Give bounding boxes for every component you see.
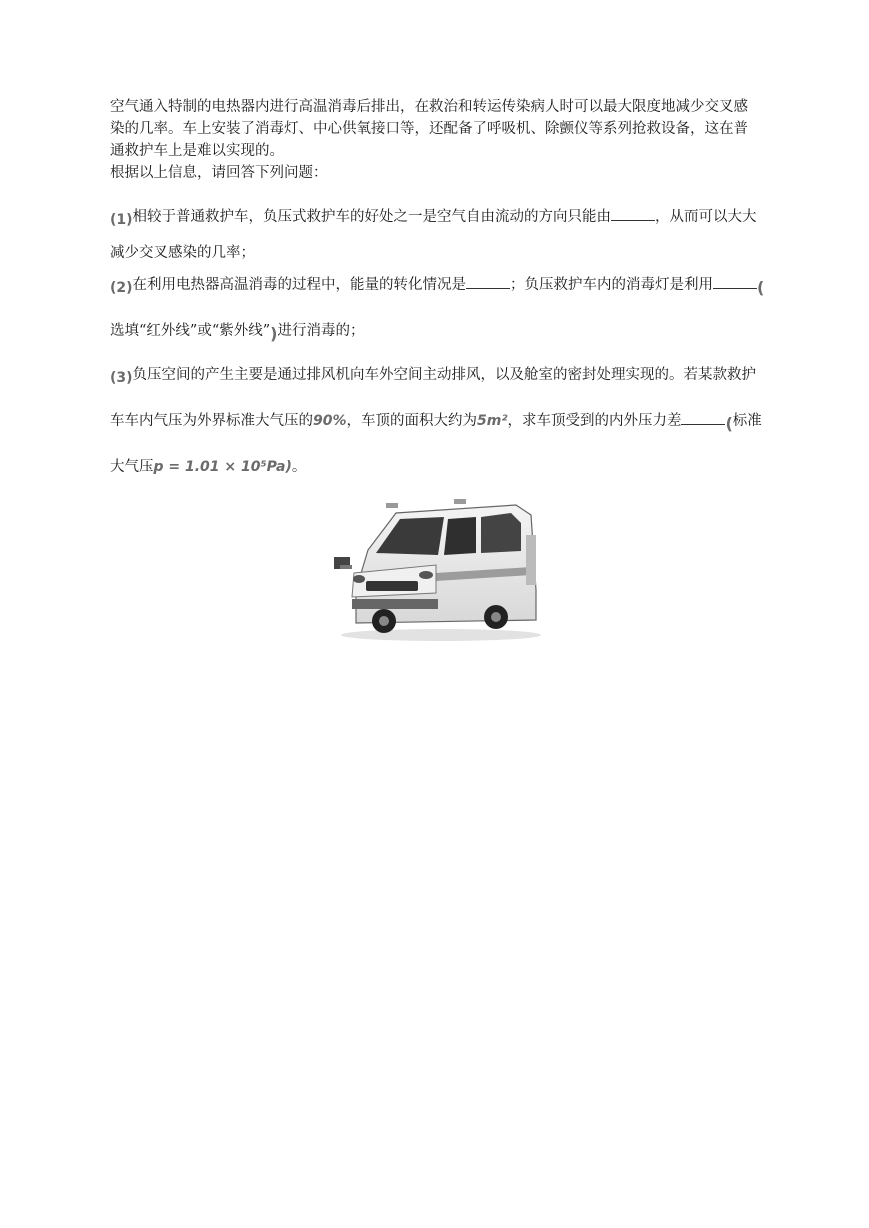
question-1-line-2: 减少交叉感染的几率； [110, 245, 255, 261]
question-2-line-2 [110, 320, 790, 345]
open-paren: ( [757, 278, 765, 297]
intro-line-1: 空气通入特制的电热器内进行高温消毒后排出，在救治和转运传染病人时可以最大限度地减少交叉感 [110, 99, 748, 115]
question-3-text-e: 标准 [732, 413, 762, 429]
intro-line-3: 通救护车上是难以实现的。 [110, 143, 284, 159]
question-2-text-a: 在利用电热器高温消毒的过程中，能量的转化情况是 [132, 277, 467, 293]
question-2-text-d: 进行消毒的； [277, 323, 365, 339]
question-1-text-a: 相较于普通救护车，负压式救护车的好处之一是空气自由流动的方向只能由 [132, 209, 612, 225]
percentage-value: 90% [313, 413, 347, 429]
answer-blank-4[interactable] [681, 412, 725, 425]
question-3-line-2 [110, 410, 790, 435]
question-1-line-1 [110, 206, 790, 231]
question-2-text-c: 选填“红外线”或“紫外线” [110, 323, 271, 339]
question-3-text-b: 车车内气压为外界标准大气压的 [110, 413, 313, 429]
question-2-text-b: ；负压救护车内的消毒灯是利用 [510, 277, 714, 293]
question-2-line-1 [110, 274, 790, 299]
answer-blank-2[interactable] [466, 276, 510, 289]
intro-line-4: 根据以上信息，请回答下列问题： [110, 165, 328, 181]
pressure-formula: p = 1.01 × 10⁵Pa) [153, 459, 292, 475]
intro-line-2: 染的几率。车上安装了消毒灯、中心供氧接口等，还配备了呼吸机、除颤仪等系列抢救设备，这在普 [110, 121, 748, 137]
ambulance-image [326, 495, 546, 645]
question-3-end: 。 [291, 459, 307, 475]
question-3-text-a: 负压空间的产生主要是通过排风机向车外空间主动排风，以及舱室的密封处理实现的。若某款救护 [132, 367, 757, 383]
question-3-text-c: ，车顶的面积大约为 [346, 413, 478, 429]
question-3-text-f: 大气压 [110, 459, 154, 475]
question-2-number: (2) [110, 280, 133, 296]
question-3-text-d: ，求车顶受到的内外压力差 [507, 413, 682, 429]
answer-blank-1[interactable] [611, 208, 655, 221]
question-1-number: (1) [110, 212, 133, 228]
close-paren: ) [270, 324, 278, 343]
open-paren-2: ( [725, 414, 733, 433]
question-3-number: (3) [110, 370, 133, 386]
question-3-line-3 [110, 456, 790, 478]
question-3-line-1 [110, 364, 790, 389]
question-1-text-b: ，从而可以大大 [655, 209, 757, 225]
area-value: 5m² [477, 413, 508, 429]
answer-blank-3[interactable] [713, 276, 757, 289]
